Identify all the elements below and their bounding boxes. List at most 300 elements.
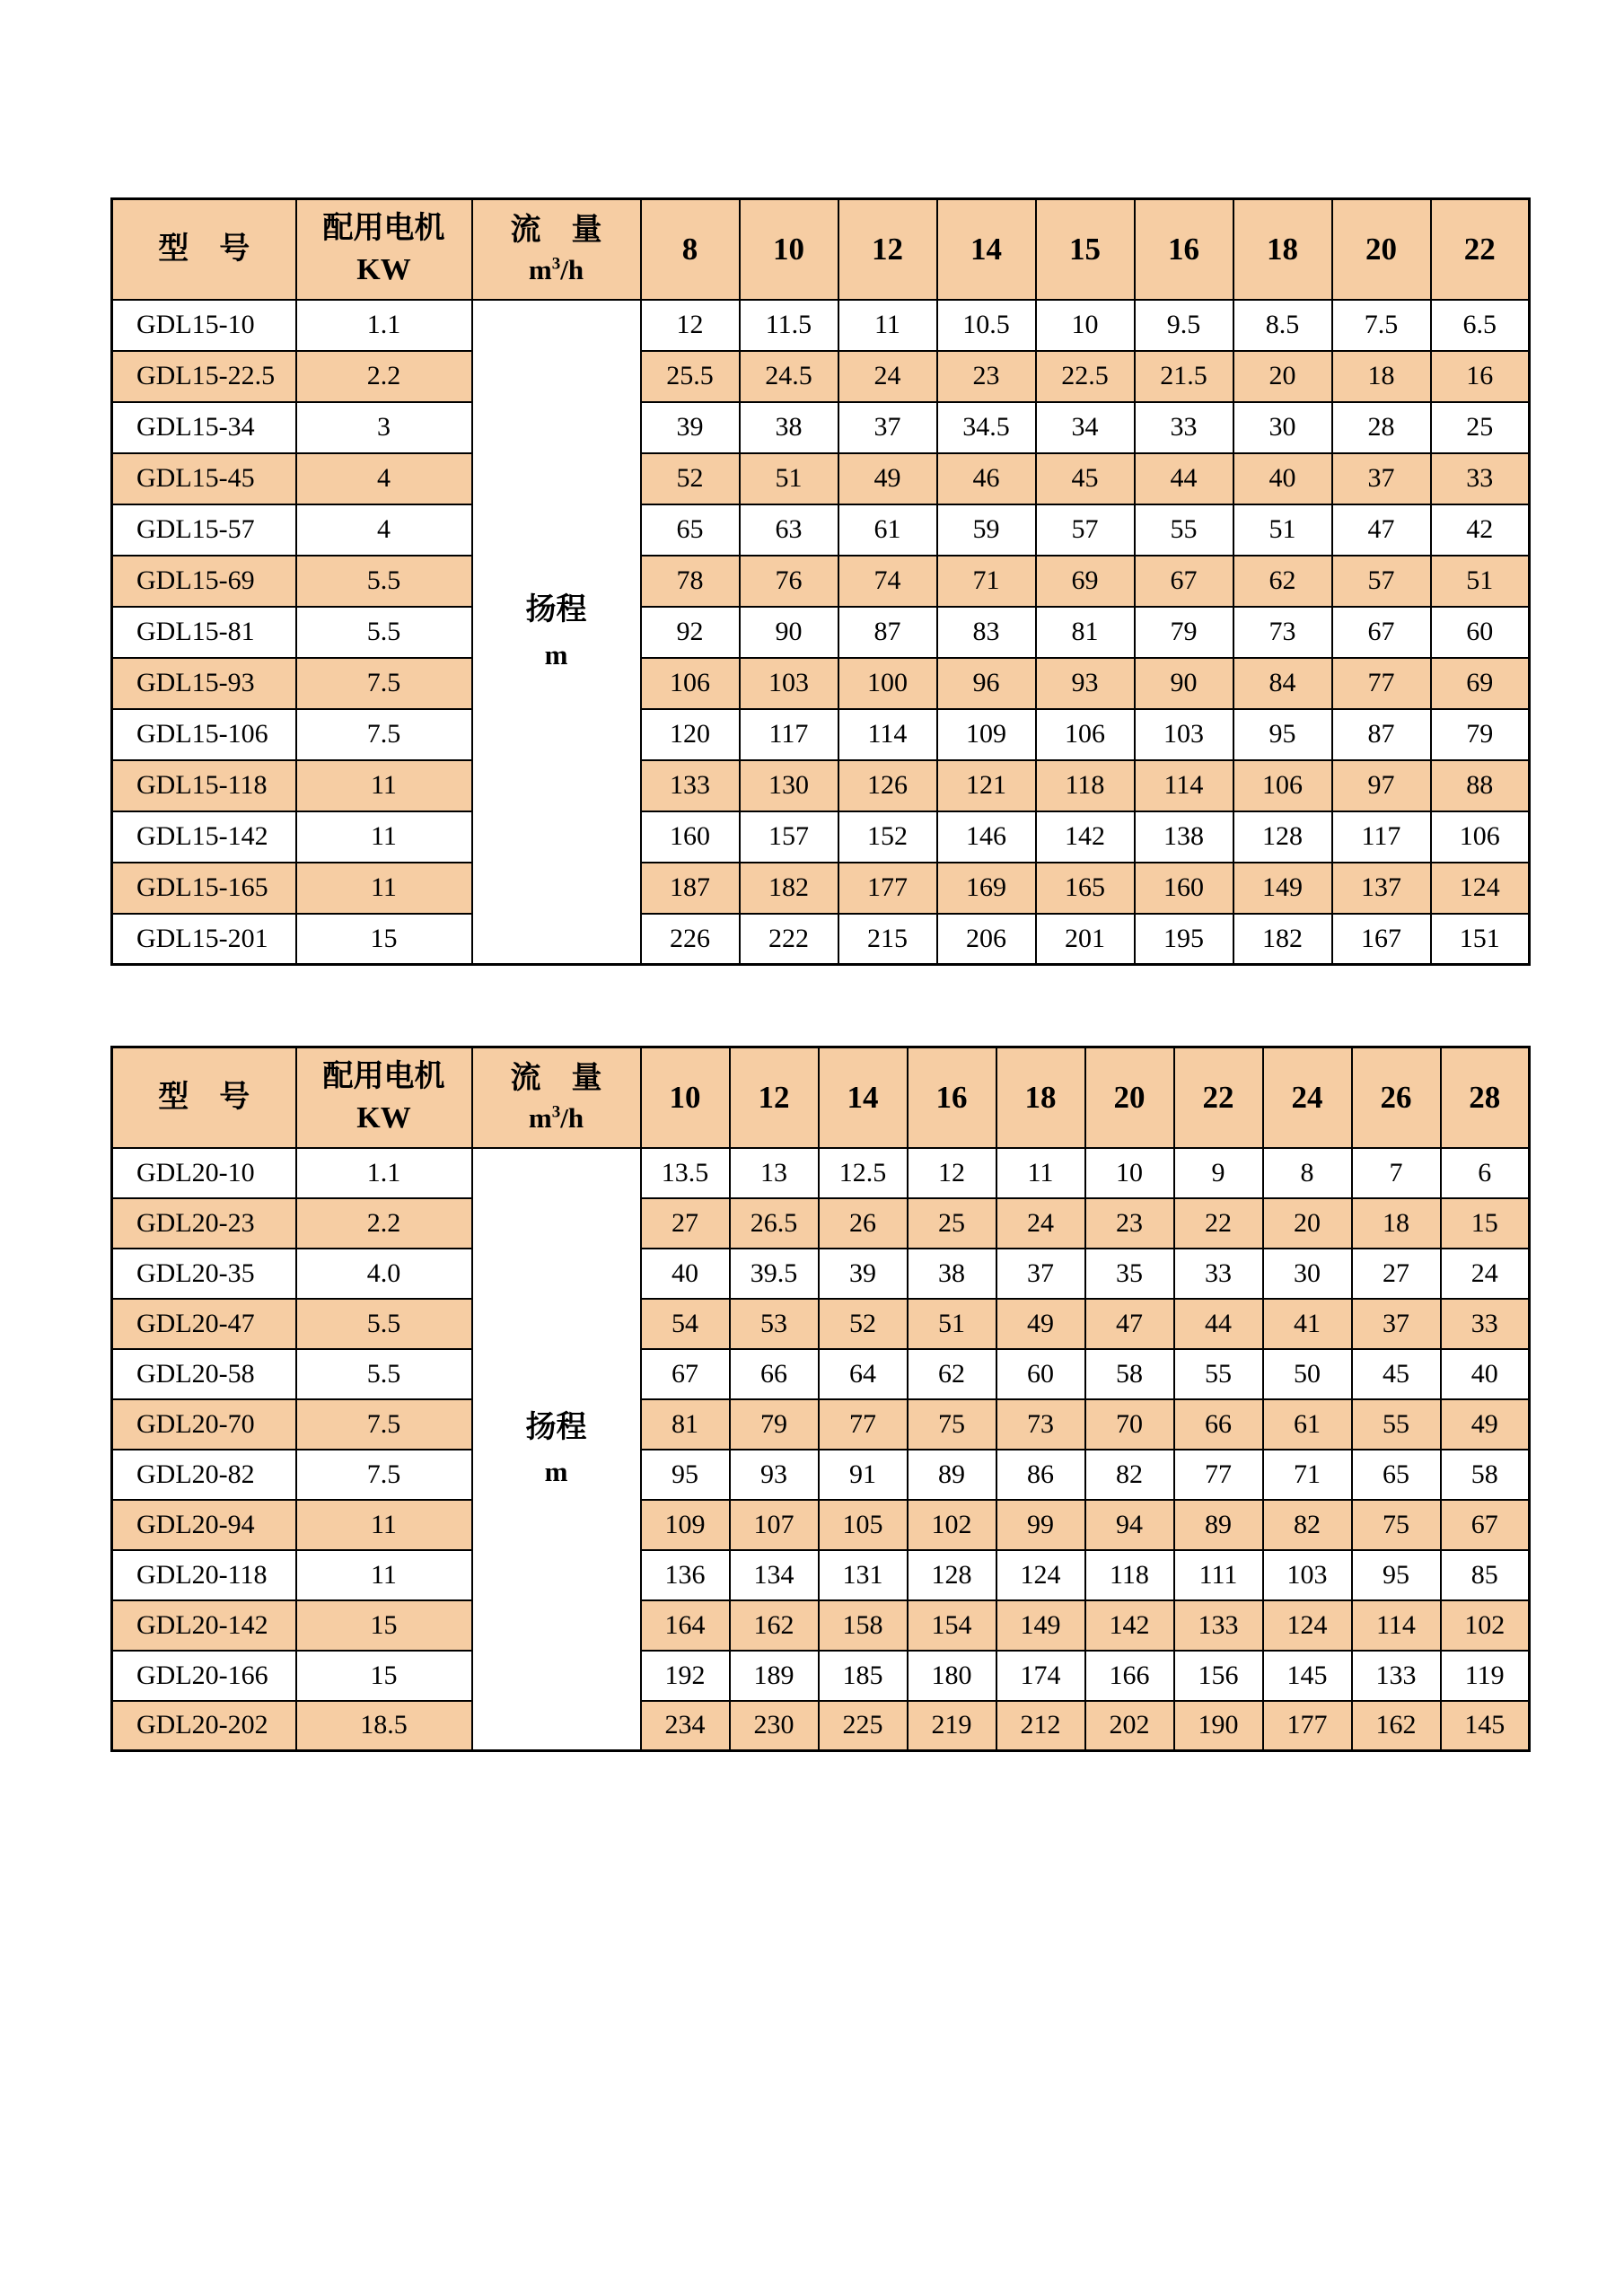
head-value-cell: 58 — [1441, 1450, 1530, 1500]
head-value-cell: 222 — [740, 914, 838, 965]
head-value-cell: 169 — [937, 863, 1036, 914]
head-value-cell: 84 — [1233, 658, 1332, 709]
table-row — [112, 453, 1530, 504]
head-value-cell: 16 — [1431, 351, 1530, 402]
model-cell: GDL15-10 — [112, 300, 296, 351]
head-label-line2: m — [544, 638, 568, 670]
head-value-cell: 83 — [937, 607, 1036, 658]
head-value-cell: 82 — [1085, 1450, 1174, 1500]
head-value-cell: 162 — [1352, 1701, 1441, 1751]
head-value-cell: 77 — [1174, 1450, 1263, 1500]
head-value-cell: 177 — [1263, 1701, 1352, 1751]
head-value-cell: 11 — [838, 300, 937, 351]
head-value-cell: 124 — [1263, 1600, 1352, 1651]
head-value-cell: 52 — [819, 1299, 908, 1349]
head-value-cell: 89 — [908, 1450, 996, 1500]
head-value-cell: 114 — [1352, 1600, 1441, 1651]
head-value-cell: 107 — [730, 1500, 819, 1550]
table-row — [112, 811, 1530, 863]
head-value-cell: 44 — [1135, 453, 1233, 504]
head-value-cell: 230 — [730, 1701, 819, 1751]
head-value-cell: 6.5 — [1431, 300, 1530, 351]
head-value-cell: 42 — [1431, 504, 1530, 556]
model-cell: GDL20-94 — [112, 1500, 296, 1550]
model-cell: GDL15-34 — [112, 402, 296, 453]
flow-col-header: 20 — [1085, 1047, 1174, 1148]
model-cell: GDL15-142 — [112, 811, 296, 863]
head-value-cell: 206 — [937, 914, 1036, 965]
head-value-cell: 71 — [1263, 1450, 1352, 1500]
flow-col-header: 10 — [641, 1047, 730, 1148]
model-cell: GDL15-106 — [112, 709, 296, 760]
model-cell: GDL20-82 — [112, 1450, 296, 1500]
kw-cell: 11 — [296, 863, 472, 914]
table-row — [112, 863, 1530, 914]
flow-unit-base: m — [528, 1101, 552, 1134]
model-cell: GDL20-47 — [112, 1299, 296, 1349]
head-value-cell: 18 — [1352, 1198, 1441, 1249]
head-value-cell: 13 — [730, 1148, 819, 1198]
head-label-line1: 扬程 — [525, 1410, 587, 1444]
head-value-cell: 37 — [1332, 453, 1431, 504]
head-value-cell: 47 — [1085, 1299, 1174, 1349]
table-row — [112, 1450, 1530, 1500]
flow-col-header: 20 — [1332, 199, 1431, 300]
head-value-cell: 70 — [1085, 1399, 1174, 1450]
head-value-cell: 97 — [1332, 760, 1431, 811]
head-value-cell: 23 — [937, 351, 1036, 402]
head-value-cell: 11.5 — [740, 300, 838, 351]
head-value-cell: 88 — [1431, 760, 1530, 811]
head-value-cell: 133 — [641, 760, 740, 811]
head-value-cell: 39.5 — [730, 1249, 819, 1299]
head-value-cell: 15 — [1441, 1198, 1530, 1249]
head-value-cell: 12 — [908, 1148, 996, 1198]
head-value-cell: 58 — [1085, 1349, 1174, 1399]
head-value-cell: 55 — [1135, 504, 1233, 556]
head-value-cell: 10 — [1036, 300, 1135, 351]
table-row — [112, 1249, 1530, 1299]
head-value-cell: 95 — [1352, 1550, 1441, 1600]
head-value-cell: 77 — [1332, 658, 1431, 709]
flow-unit-suffix: /h — [560, 1101, 584, 1134]
head-value-cell: 156 — [1174, 1651, 1263, 1701]
head-value-cell: 64 — [819, 1349, 908, 1399]
head-value-cell: 34 — [1036, 402, 1135, 453]
head-value-cell: 40 — [641, 1249, 730, 1299]
head-value-cell: 180 — [908, 1651, 996, 1701]
head-value-cell: 212 — [996, 1701, 1085, 1751]
head-value-cell: 39 — [641, 402, 740, 453]
head-value-cell: 38 — [740, 402, 838, 453]
head-value-cell: 51 — [740, 453, 838, 504]
model-cell: GDL20-35 — [112, 1249, 296, 1299]
head-value-cell: 109 — [641, 1500, 730, 1550]
head-value-cell: 138 — [1135, 811, 1233, 863]
head-value-cell: 91 — [819, 1450, 908, 1500]
flow-header-cell — [472, 1047, 641, 1148]
head-value-cell: 21.5 — [1135, 351, 1233, 402]
flow-col-header: 16 — [908, 1047, 996, 1148]
table-row — [112, 1299, 1530, 1349]
head-value-cell: 117 — [1332, 811, 1431, 863]
head-value-cell: 20 — [1263, 1198, 1352, 1249]
head-value-cell: 174 — [996, 1651, 1085, 1701]
head-value-cell: 6 — [1441, 1148, 1530, 1198]
flow-col-header: 10 — [740, 199, 838, 300]
head-value-cell: 89 — [1174, 1500, 1263, 1550]
head-value-cell: 96 — [937, 658, 1036, 709]
kw-cell: 4 — [296, 504, 472, 556]
head-value-cell: 142 — [1036, 811, 1135, 863]
head-value-cell: 93 — [1036, 658, 1135, 709]
head-value-cell: 33 — [1441, 1299, 1530, 1349]
head-value-cell: 77 — [819, 1399, 908, 1450]
head-value-cell: 67 — [1441, 1500, 1530, 1550]
model-cell: GDL15-81 — [112, 607, 296, 658]
head-value-cell: 95 — [641, 1450, 730, 1500]
table-row — [112, 300, 1530, 351]
kw-cell: 7.5 — [296, 1450, 472, 1500]
head-value-cell: 145 — [1263, 1651, 1352, 1701]
head-value-cell: 136 — [641, 1550, 730, 1600]
model-cell: GDL20-10 — [112, 1148, 296, 1198]
model-cell: GDL15-118 — [112, 760, 296, 811]
head-value-cell: 47 — [1332, 504, 1431, 556]
head-value-cell: 82 — [1263, 1500, 1352, 1550]
head-value-cell: 9.5 — [1135, 300, 1233, 351]
head-value-cell: 7 — [1352, 1148, 1441, 1198]
head-value-cell: 149 — [996, 1600, 1085, 1651]
model-cell: GDL20-23 — [112, 1198, 296, 1249]
table-row — [112, 504, 1530, 556]
pump-table-gdl20 — [110, 1046, 1531, 1752]
head-merged-cell — [472, 1148, 641, 1751]
flow-unit-suffix: /h — [560, 253, 584, 285]
head-value-cell: 124 — [1431, 863, 1530, 914]
head-value-cell: 93 — [730, 1450, 819, 1500]
head-value-cell: 37 — [996, 1249, 1085, 1299]
table-row — [112, 1198, 1530, 1249]
head-value-cell: 73 — [996, 1399, 1085, 1450]
head-value-cell: 37 — [1352, 1299, 1441, 1349]
model-cell: GDL15-57 — [112, 504, 296, 556]
model-cell: GDL15-45 — [112, 453, 296, 504]
model-cell: GDL15-22.5 — [112, 351, 296, 402]
head-value-cell: 225 — [819, 1701, 908, 1751]
head-value-cell: 190 — [1174, 1701, 1263, 1751]
head-value-cell: 164 — [641, 1600, 730, 1651]
head-label-line2: m — [544, 1456, 568, 1488]
head-value-cell: 105 — [819, 1500, 908, 1550]
head-value-cell: 106 — [641, 658, 740, 709]
table-row — [112, 1600, 1530, 1651]
head-value-cell: 177 — [838, 863, 937, 914]
model-header-label: 型 号 — [158, 232, 250, 266]
table-row — [112, 914, 1530, 965]
head-value-cell: 57 — [1332, 556, 1431, 607]
head-value-cell: 26 — [819, 1198, 908, 1249]
head-value-cell: 81 — [641, 1399, 730, 1450]
head-value-cell: 60 — [996, 1349, 1085, 1399]
head-value-cell: 25 — [1431, 402, 1530, 453]
flow-header-line1: 流 量 — [510, 1061, 602, 1095]
head-value-cell: 106 — [1233, 760, 1332, 811]
head-value-cell: 106 — [1036, 709, 1135, 760]
head-value-cell: 130 — [740, 760, 838, 811]
head-value-cell: 195 — [1135, 914, 1233, 965]
flow-col-header: 18 — [996, 1047, 1085, 1148]
table-row — [112, 351, 1530, 402]
kw-cell: 1.1 — [296, 300, 472, 351]
table-row — [112, 658, 1530, 709]
kw-cell: 5.5 — [296, 556, 472, 607]
head-value-cell: 146 — [937, 811, 1036, 863]
head-value-cell: 95 — [1233, 709, 1332, 760]
kw-cell: 11 — [296, 1550, 472, 1600]
head-value-cell: 40 — [1233, 453, 1332, 504]
head-value-cell: 137 — [1332, 863, 1431, 914]
model-cell: GDL20-202 — [112, 1701, 296, 1751]
head-value-cell: 201 — [1036, 914, 1135, 965]
head-value-cell: 8 — [1263, 1148, 1352, 1198]
head-value-cell: 149 — [1233, 863, 1332, 914]
head-value-cell: 75 — [1352, 1500, 1441, 1550]
head-value-cell: 99 — [996, 1500, 1085, 1550]
head-value-cell: 128 — [908, 1550, 996, 1600]
flow-col-header: 14 — [819, 1047, 908, 1148]
model-cell: GDL15-165 — [112, 863, 296, 914]
head-value-cell: 52 — [641, 453, 740, 504]
head-value-cell: 20 — [1233, 351, 1332, 402]
head-value-cell: 60 — [1431, 607, 1530, 658]
kw-cell: 4 — [296, 453, 472, 504]
head-value-cell: 202 — [1085, 1701, 1174, 1751]
head-value-cell: 10.5 — [937, 300, 1036, 351]
motor-header-cell — [296, 199, 472, 300]
motor-header-line1: 配用电机 — [322, 211, 445, 245]
kw-cell: 15 — [296, 1600, 472, 1651]
head-value-cell: 166 — [1085, 1651, 1174, 1701]
model-header-cell — [112, 199, 296, 300]
head-value-cell: 85 — [1441, 1550, 1530, 1600]
motor-header-line1: 配用电机 — [322, 1059, 445, 1093]
head-value-cell: 18 — [1332, 351, 1431, 402]
head-value-cell: 151 — [1431, 914, 1530, 965]
head-value-cell: 154 — [908, 1600, 996, 1651]
head-value-cell: 234 — [641, 1701, 730, 1751]
head-value-cell: 30 — [1263, 1249, 1352, 1299]
head-value-cell: 103 — [740, 658, 838, 709]
head-value-cell: 57 — [1036, 504, 1135, 556]
model-cell: GDL20-142 — [112, 1600, 296, 1651]
flow-header-line1: 流 量 — [510, 213, 602, 247]
head-value-cell: 66 — [730, 1349, 819, 1399]
model-cell: GDL15-201 — [112, 914, 296, 965]
head-value-cell: 165 — [1036, 863, 1135, 914]
head-value-cell: 51 — [1431, 556, 1530, 607]
table-row — [112, 556, 1530, 607]
head-value-cell: 87 — [838, 607, 937, 658]
head-value-cell: 76 — [740, 556, 838, 607]
head-value-cell: 102 — [1441, 1600, 1530, 1651]
table-row — [112, 607, 1530, 658]
head-value-cell: 54 — [641, 1299, 730, 1349]
head-value-cell: 22 — [1174, 1198, 1263, 1249]
head-value-cell: 65 — [1352, 1450, 1441, 1500]
model-cell: GDL15-93 — [112, 658, 296, 709]
head-value-cell: 118 — [1036, 760, 1135, 811]
head-value-cell: 45 — [1036, 453, 1135, 504]
head-value-cell: 24 — [1441, 1249, 1530, 1299]
head-value-cell: 27 — [641, 1198, 730, 1249]
head-value-cell: 119 — [1441, 1651, 1530, 1701]
model-cell: GDL15-69 — [112, 556, 296, 607]
head-value-cell: 44 — [1174, 1299, 1263, 1349]
head-value-cell: 61 — [838, 504, 937, 556]
head-value-cell: 103 — [1263, 1550, 1352, 1600]
head-value-cell: 66 — [1174, 1399, 1263, 1450]
head-value-cell: 152 — [838, 811, 937, 863]
kw-cell: 3 — [296, 402, 472, 453]
head-value-cell: 62 — [1233, 556, 1332, 607]
head-value-cell: 12.5 — [819, 1148, 908, 1198]
head-value-cell: 69 — [1431, 658, 1530, 709]
head-value-cell: 157 — [740, 811, 838, 863]
head-value-cell: 23 — [1085, 1198, 1174, 1249]
head-value-cell: 51 — [908, 1299, 996, 1349]
head-value-cell: 160 — [1135, 863, 1233, 914]
head-label-line1: 扬程 — [525, 593, 587, 627]
head-value-cell: 24 — [996, 1198, 1085, 1249]
head-value-cell: 59 — [937, 504, 1036, 556]
head-value-cell: 61 — [1263, 1399, 1352, 1450]
table-row — [112, 1550, 1530, 1600]
flow-col-header: 14 — [937, 199, 1036, 300]
model-header-label: 型 号 — [158, 1080, 250, 1114]
head-value-cell: 90 — [1135, 658, 1233, 709]
flow-header-cell — [472, 199, 641, 300]
head-value-cell: 24 — [838, 351, 937, 402]
head-value-cell: 30 — [1233, 402, 1332, 453]
kw-cell: 15 — [296, 1651, 472, 1701]
pump-table-gdl15 — [110, 197, 1531, 966]
head-value-cell: 145 — [1441, 1701, 1530, 1751]
head-value-cell: 133 — [1174, 1600, 1263, 1651]
head-value-cell: 114 — [838, 709, 937, 760]
head-value-cell: 25.5 — [641, 351, 740, 402]
flow-col-header: 18 — [1233, 199, 1332, 300]
head-value-cell: 41 — [1263, 1299, 1352, 1349]
kw-cell: 18.5 — [296, 1701, 472, 1751]
head-value-cell: 11 — [996, 1148, 1085, 1198]
head-value-cell: 182 — [1233, 914, 1332, 965]
head-value-cell: 103 — [1135, 709, 1233, 760]
head-value-cell: 9 — [1174, 1148, 1263, 1198]
flow-col-header: 12 — [838, 199, 937, 300]
table-row — [112, 1500, 1530, 1550]
flow-col-header: 28 — [1441, 1047, 1530, 1148]
head-value-cell: 13.5 — [641, 1148, 730, 1198]
head-value-cell: 55 — [1174, 1349, 1263, 1399]
kw-cell: 2.2 — [296, 1198, 472, 1249]
head-value-cell: 28 — [1332, 402, 1431, 453]
head-value-cell: 33 — [1135, 402, 1233, 453]
table-row — [112, 1651, 1530, 1701]
head-value-cell: 78 — [641, 556, 740, 607]
flow-unit-exponent: 3 — [551, 254, 561, 274]
head-value-cell: 51 — [1233, 504, 1332, 556]
head-value-cell: 33 — [1174, 1249, 1263, 1299]
head-value-cell: 67 — [641, 1349, 730, 1399]
head-value-cell: 120 — [641, 709, 740, 760]
head-value-cell: 65 — [641, 504, 740, 556]
head-value-cell: 117 — [740, 709, 838, 760]
head-value-cell: 142 — [1085, 1600, 1174, 1651]
model-cell: GDL20-58 — [112, 1349, 296, 1399]
motor-header-cell — [296, 1047, 472, 1148]
kw-cell: 15 — [296, 914, 472, 965]
kw-cell: 5.5 — [296, 607, 472, 658]
head-value-cell: 215 — [838, 914, 937, 965]
kw-cell: 1.1 — [296, 1148, 472, 1198]
head-value-cell: 219 — [908, 1701, 996, 1751]
flow-col-header: 26 — [1352, 1047, 1441, 1148]
head-value-cell: 167 — [1332, 914, 1431, 965]
head-value-cell: 37 — [838, 402, 937, 453]
table-row — [112, 1349, 1530, 1399]
flow-unit-exponent: 3 — [551, 1102, 561, 1122]
head-value-cell: 73 — [1233, 607, 1332, 658]
header-row — [112, 1047, 1530, 1148]
head-value-cell: 33 — [1431, 453, 1530, 504]
head-value-cell: 81 — [1036, 607, 1135, 658]
table-row — [112, 709, 1530, 760]
head-value-cell: 126 — [838, 760, 937, 811]
head-value-cell: 22.5 — [1036, 351, 1135, 402]
head-value-cell: 226 — [641, 914, 740, 965]
head-value-cell: 34.5 — [937, 402, 1036, 453]
head-value-cell: 185 — [819, 1651, 908, 1701]
head-value-cell: 118 — [1085, 1550, 1174, 1600]
flow-col-header: 22 — [1174, 1047, 1263, 1148]
head-value-cell: 128 — [1233, 811, 1332, 863]
head-value-cell: 8.5 — [1233, 300, 1332, 351]
head-value-cell: 67 — [1332, 607, 1431, 658]
flow-header-unit — [473, 1100, 640, 1137]
head-value-cell: 158 — [819, 1600, 908, 1651]
head-value-cell: 35 — [1085, 1249, 1174, 1299]
head-value-cell: 49 — [1441, 1399, 1530, 1450]
kw-cell: 11 — [296, 1500, 472, 1550]
head-value-cell: 55 — [1352, 1399, 1441, 1450]
model-header-cell — [112, 1047, 296, 1148]
head-value-cell: 100 — [838, 658, 937, 709]
kw-cell: 7.5 — [296, 658, 472, 709]
table-row — [112, 1701, 1530, 1751]
flow-header-unit — [473, 251, 640, 289]
head-value-cell: 79 — [1135, 607, 1233, 658]
kw-cell: 7.5 — [296, 1399, 472, 1450]
motor-header-line2: KW — [356, 252, 411, 286]
head-value-cell: 90 — [740, 607, 838, 658]
head-value-cell: 27 — [1352, 1249, 1441, 1299]
model-cell: GDL20-70 — [112, 1399, 296, 1450]
head-value-cell: 124 — [996, 1550, 1085, 1600]
flow-col-header: 15 — [1036, 199, 1135, 300]
head-value-cell: 94 — [1085, 1500, 1174, 1550]
head-value-cell: 114 — [1135, 760, 1233, 811]
